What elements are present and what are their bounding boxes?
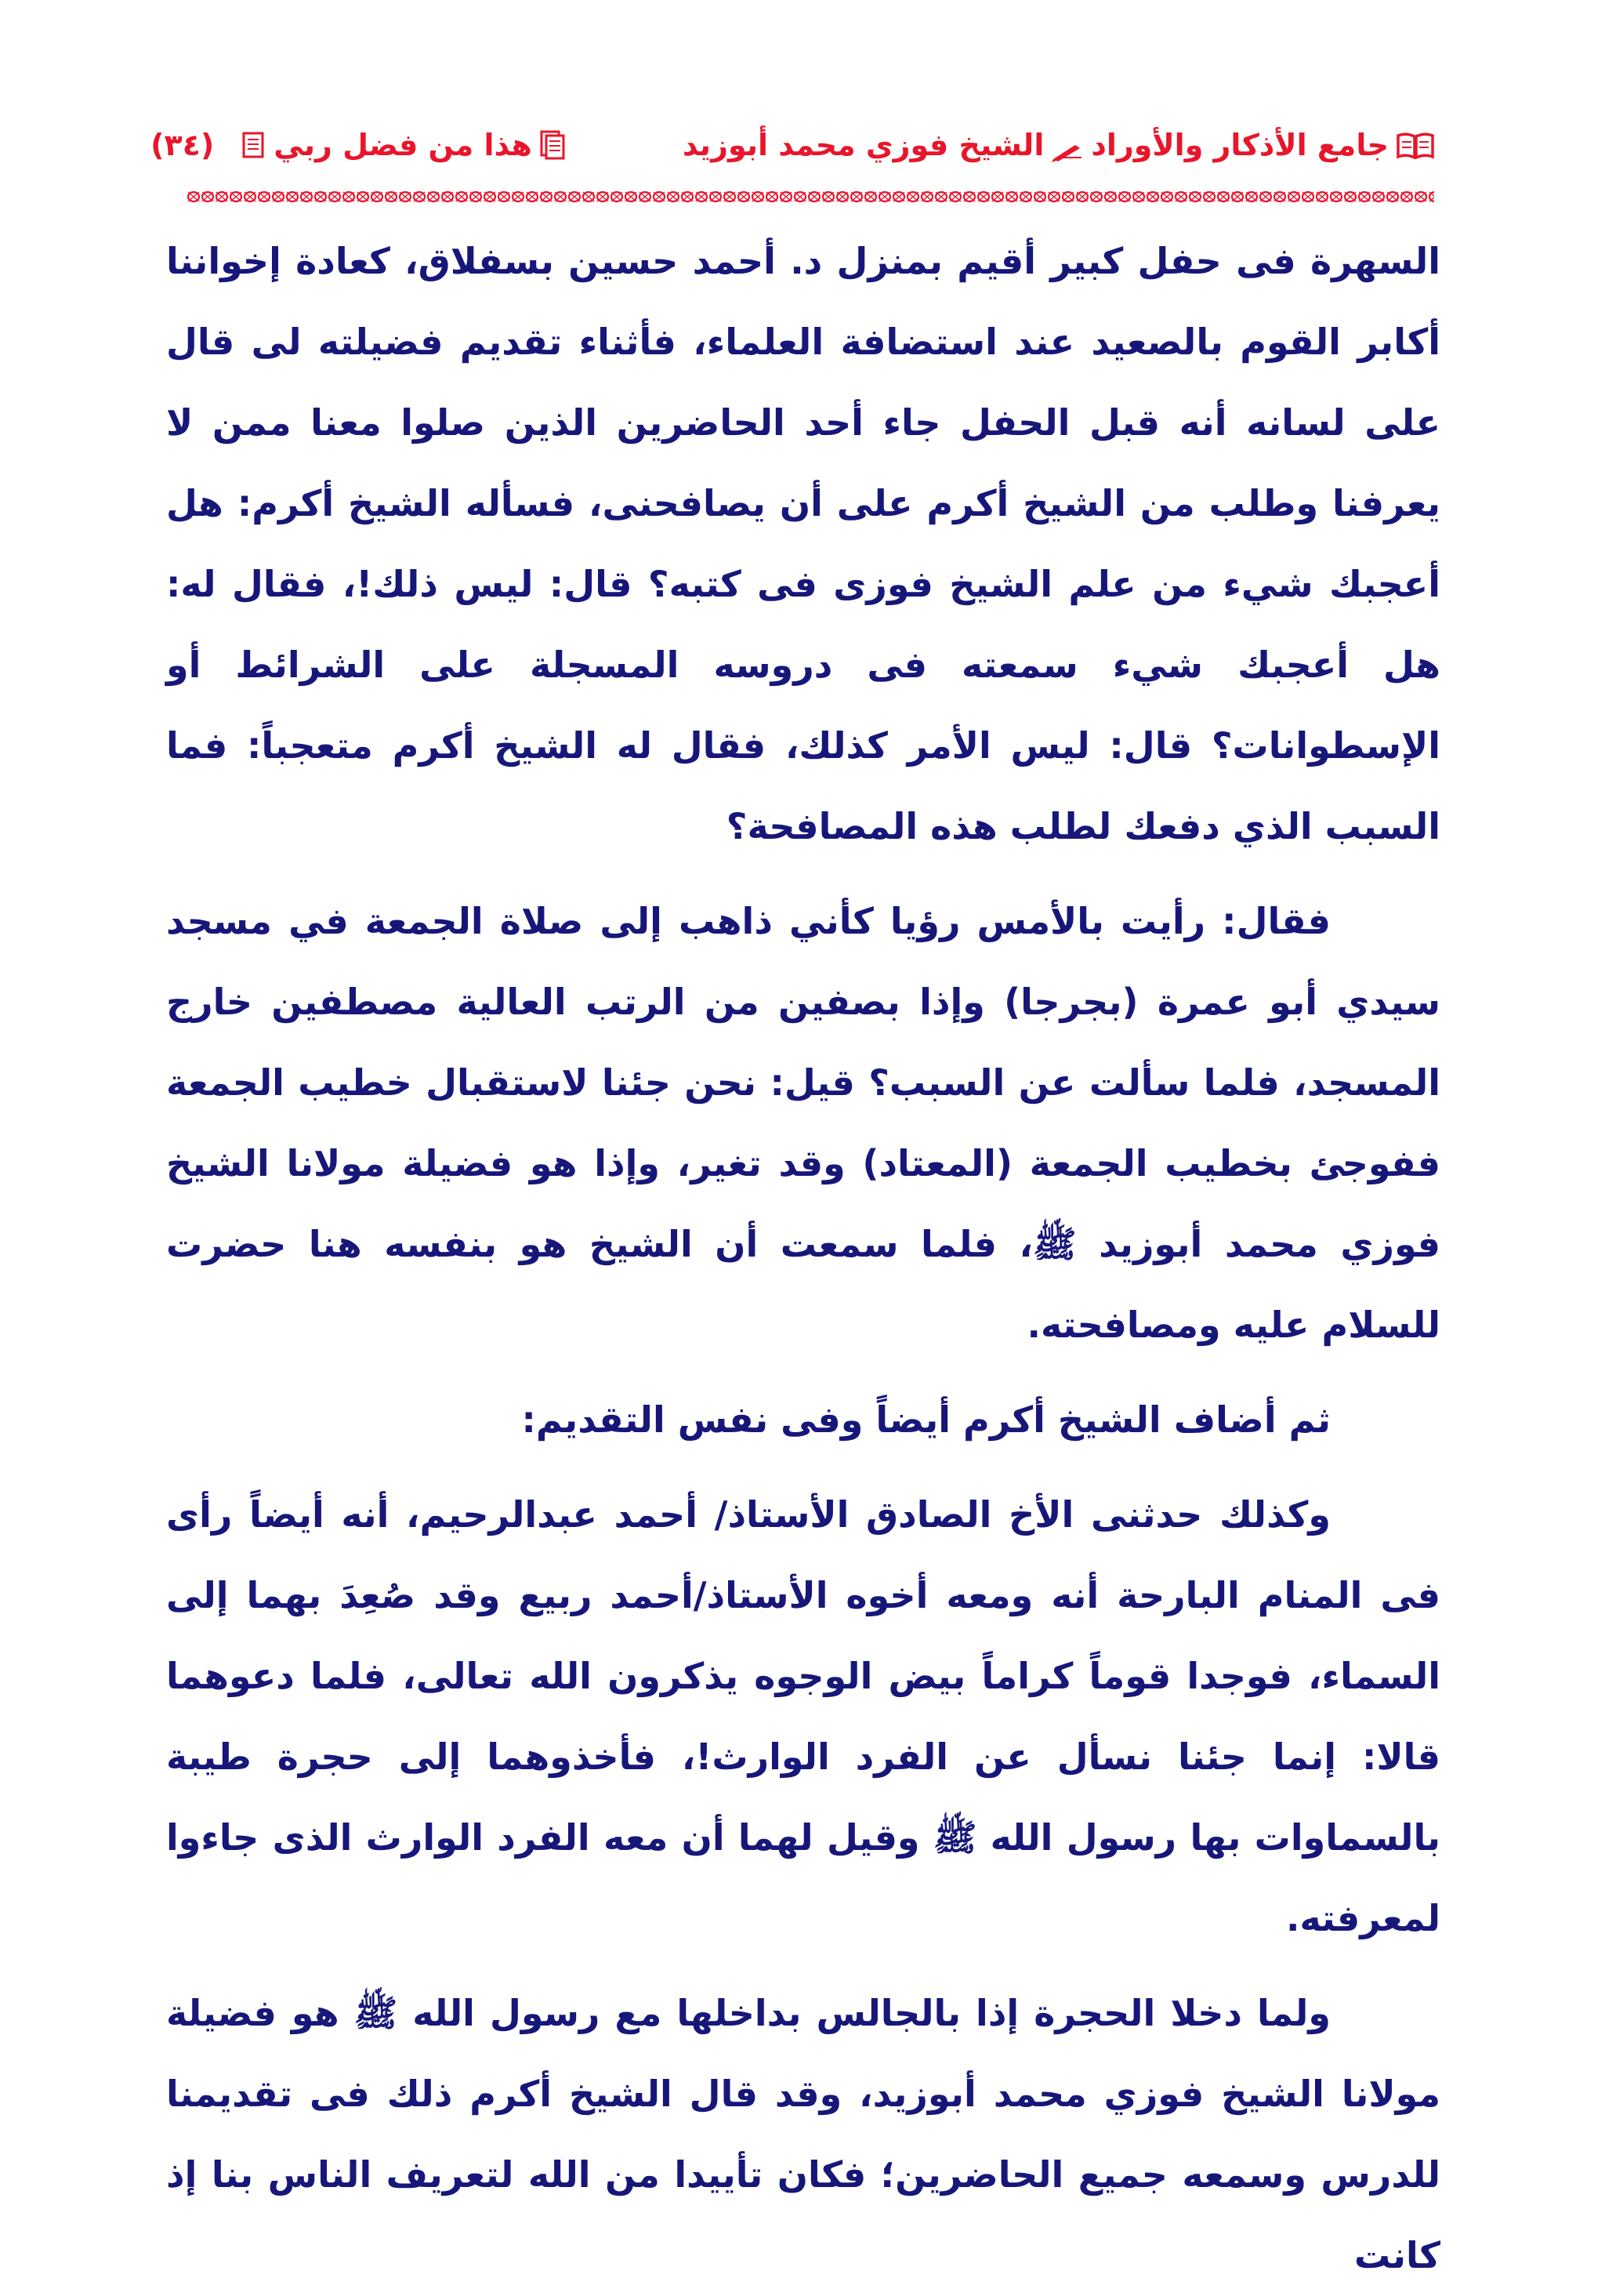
decorative-rule xyxy=(187,188,1434,205)
paragraph: وكذلك حدثنى الأخ الصادق الأستاذ/ أحمد عبدالرحيم، أنه أيضاً رأى فى المنام البارحة أنه ومعه أخوه الأستاذ/أحمد ربيع وقد صُعِدَ بهما إلى السماء، فوجدا قوماً كراماً بيض الوجوه يذكرون الله تعالى، فلما دعوهما قالا: إنما جئنا نسأل عن الفرد الوارث!، فأخذوهما إلى حجرة طيبة بالسماوات بها رسول الله ﷺ وقيل لهما أن معه الفرد الوارث الذى جاءوا لمعرفته. xyxy=(166,1493,1440,1939)
header-tagline: هذا من فضل ربي xyxy=(274,128,532,162)
header-title-group xyxy=(683,128,1434,162)
paragraph: ولما دخلا الحجرة إذا بالجالس بداخلها مع رسول الله ﷺ هو فضيلة مولانا الشيخ فوزي محمد أبوزيد، وقد قال الشيخ أكرم ذلك فى تقديمنا للدرس وسمعه جميع الحاضرين؛ فكان تأييدا من الله لتعريف الناس بنا إذ كانت xyxy=(166,1992,1440,2276)
document-icon xyxy=(540,130,565,160)
running-header xyxy=(150,118,1434,172)
author-name: الشيخ فوزي محمد أبوزيد xyxy=(682,128,1045,162)
paragraph: ثم أضاف الشيخ أكرم أيضاً وفى نفس التقديم: xyxy=(521,1398,1331,1441)
book-icon xyxy=(1397,132,1434,158)
page-number: (٣٤) xyxy=(150,128,215,162)
paragraph: السهرة فى حفل كبير أقيم بمنزل د. أحمد حسين بسفلاق، كعادة إخواننا أكابر القوم بالصعيد عند استضافة العلماء، فأثناء تقديم فضيلته لى قال على لسانه أنه قبل الحفل جاء أحد الحاضرين الذين صلوا معنا ممن لا يعرفنا وطلب من الشيخ أكرم على أن يصافحنى، فسأله الشيخ أكرم: هل أعجبك شيء من علم الشيخ فوزى فى كتبه؟ قال: ليس ذلك!، فقال له: هل أعجبك شيء سمعته فى دروسه المسجلة على الشرائط أو الإسطوانات؟ قال: ليس الأمر كذلك، فقال له الشيخ أكرم متعجباً: فما السبب الذي دفعك لطلب هذه المصافحة؟ xyxy=(166,240,1440,847)
header-left-group xyxy=(150,128,565,162)
book-title: جامع الأذكار والأوراد xyxy=(1091,128,1389,162)
body-text xyxy=(166,221,1440,2296)
paragraph: فقال: رأيت بالأمس رؤيا كأني ذاهب إلى صلاة الجمعة في مسجد سيدي أبو عمرة (بجرجا) وإذا بصفين من الرتب العالية مصطفين خارج المسجد، فلما سألت عن السبب؟ قيل: نحن جئنا لاستقبال خطيب الجمعة ففوجئ بخطيب الجمعة (المعتاد) وقد تغير، وإذا هو فضيلة مولانا الشيخ فوزي محمد أبوزيد ﷺ، فلما سمعت أن الشيخ هو بنفسه هنا حضرت للسلام عليه ومصافحته. xyxy=(166,900,1440,1346)
pen-icon xyxy=(1052,135,1083,155)
document-icon xyxy=(241,130,266,160)
